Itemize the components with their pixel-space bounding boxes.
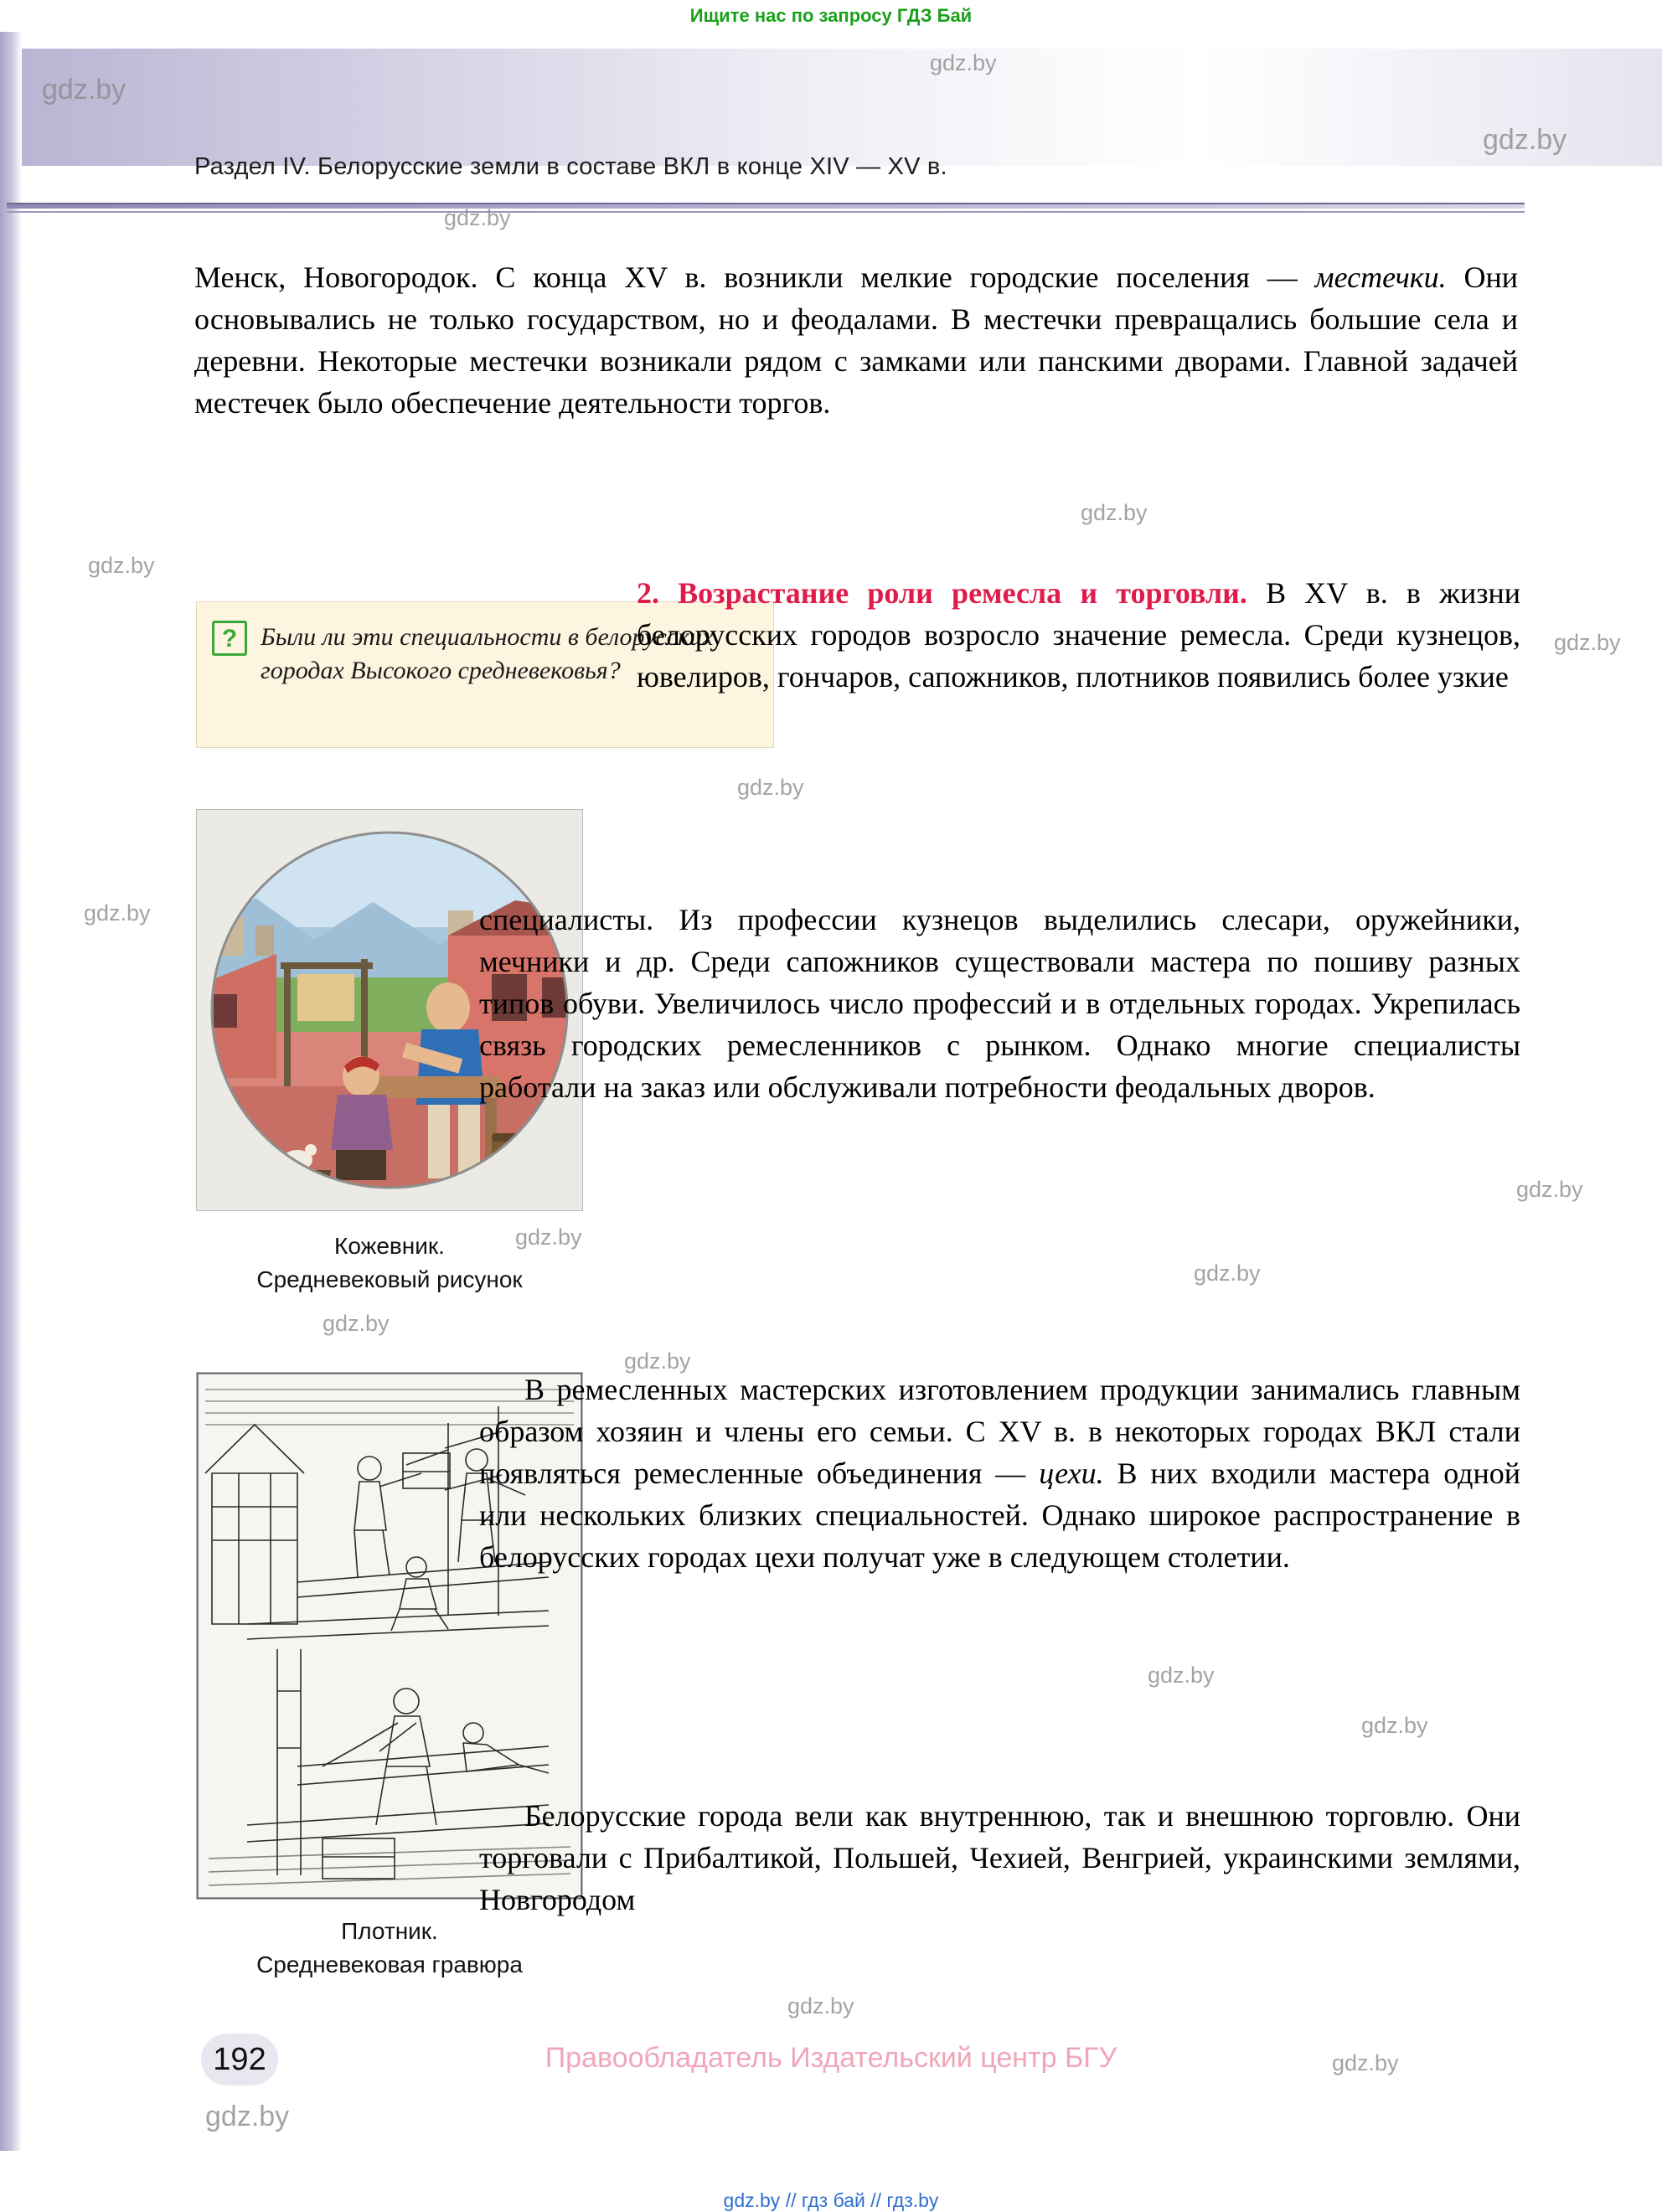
watermark: gdz.by [1554,630,1621,655]
watermark: gdz.by [1194,1261,1261,1286]
tanner-illustration-caption [196,1230,583,1297]
carpenter-caption-line2: Средневековая гравюра [256,1952,523,1977]
watermark: gdz.by [515,1225,582,1250]
watermark: gdz.by [1361,1713,1428,1738]
lead-paragraph [194,256,1518,424]
section-heading: 2. Возрастание роли ремесла и торговли. [637,576,1247,610]
watermark: gdz.by [787,1993,854,2019]
section-paragraph-2-a: В ремесленных мастерских изготовлением продукции занимались главным образом хозяин и члены его семьи. С XV в. в некоторых городах ВКЛ стали появляться ремесленные объединения — [479,1373,1520,1490]
watermark: gdz.by [1516,1177,1583,1202]
lead-paragraph-term: местечки. [1314,260,1447,294]
header-rule [7,203,1525,209]
section-column [637,572,1520,698]
textbook-page [0,32,1662,2211]
question-mark-icon: ? [212,621,247,656]
section-paragraph-2-term: цехи. [1039,1457,1104,1490]
footer-links[interactable] [0,2189,1662,2212]
promo-banner-text: Ищите нас по запросу ГДЗ Бай [689,5,973,26]
watermark: gdz.by [1332,2050,1399,2075]
section-paragraph-1-text: В XV в. в жизни белорусских городов возросло значение ремесла. Среди кузнецов, ювелиров, гончаров, сапожников, плотников появились более узкие [637,576,1520,694]
header-gradient-band [0,49,1662,166]
watermark: gdz.by [444,205,511,230]
section-paragraph-1-continued: специалисты. Из профессии кузнецов выделились слесари, оружейники, мечники и др. Среди сапожников существовали мастера по пошиву разных типов обуви. Увеличилось число профессий и в отдельных городах. Укрепилась связь городских ремесленников с рынком. Однако многие специалисты работали на заказ или обслуживали потребности феодальных дворов. [479,903,1520,1104]
watermark: gdz.by [205,2101,290,2132]
watermark: gdz.by [1148,1663,1215,1688]
section-paragraph-2-b: В них входили мастера одной или нескольких близких специальностей. Однако широкое распространение в белорусских городах цехи получат уже в следующем столетии. [479,1457,1521,1574]
section-paragraph-1 [637,572,1520,698]
question-callout-text: Были ли эти специальности в белорусских городах Высокого средневековья? [261,623,714,684]
section-paragraph-2 [479,1369,1520,1578]
watermark: gdz.by [84,900,151,926]
section-paragraph-3-text: Белорусские города вели как внутреннюю, так и внешнюю торговлю. Они торговали с Прибалтикой, Польшей, Чехией, Венгрией, украинскими землями, Новгородом [479,1799,1520,1916]
watermark: gdz.by [88,553,155,578]
watermark: gdz.by [42,74,126,106]
page-spine [0,32,22,2151]
tanner-caption-line2: Средневековый рисунок [256,1266,523,1292]
footer-links-text[interactable]: gdz.by // гдз бай // гдз.by [723,2189,939,2211]
running-head: Раздел IV. Белорусские земли в составе ВКЛ в конце XIV — XV в. [194,153,947,180]
watermark: gdz.by [1483,124,1567,156]
header-rule-thin [7,211,1525,213]
watermark: gdz.by [323,1311,390,1336]
carpenter-caption-line1: Плотник. [341,1918,438,1944]
promo-banner [0,0,1662,32]
watermark: gdz.by [624,1348,691,1374]
page-number: 192 [201,2034,278,2086]
watermark: gdz.by [1081,500,1148,525]
section-paragraph-3 [479,1795,1520,1921]
carpenter-engraving-caption [176,1915,603,1982]
copyright-line: Правообладатель Издательский центр БГУ [545,2042,1117,2074]
watermark: gdz.by [930,50,997,75]
watermark: gdz.by [737,775,804,800]
tanner-caption-line1: Кожевник. [334,1233,445,1259]
lead-paragraph-part2: Они основывались не только государством, но и феодалами. В местечки превращались большие села и деревни. Некоторые местечки возникали рядом с замками или панскими дворами. Главной задачей местечек было обеспечение деятельности торгов. [194,260,1518,420]
lead-paragraph-part1: Менск, Новогородок. С конца XV в. возникли мелкие городские поселения — [194,260,1315,294]
